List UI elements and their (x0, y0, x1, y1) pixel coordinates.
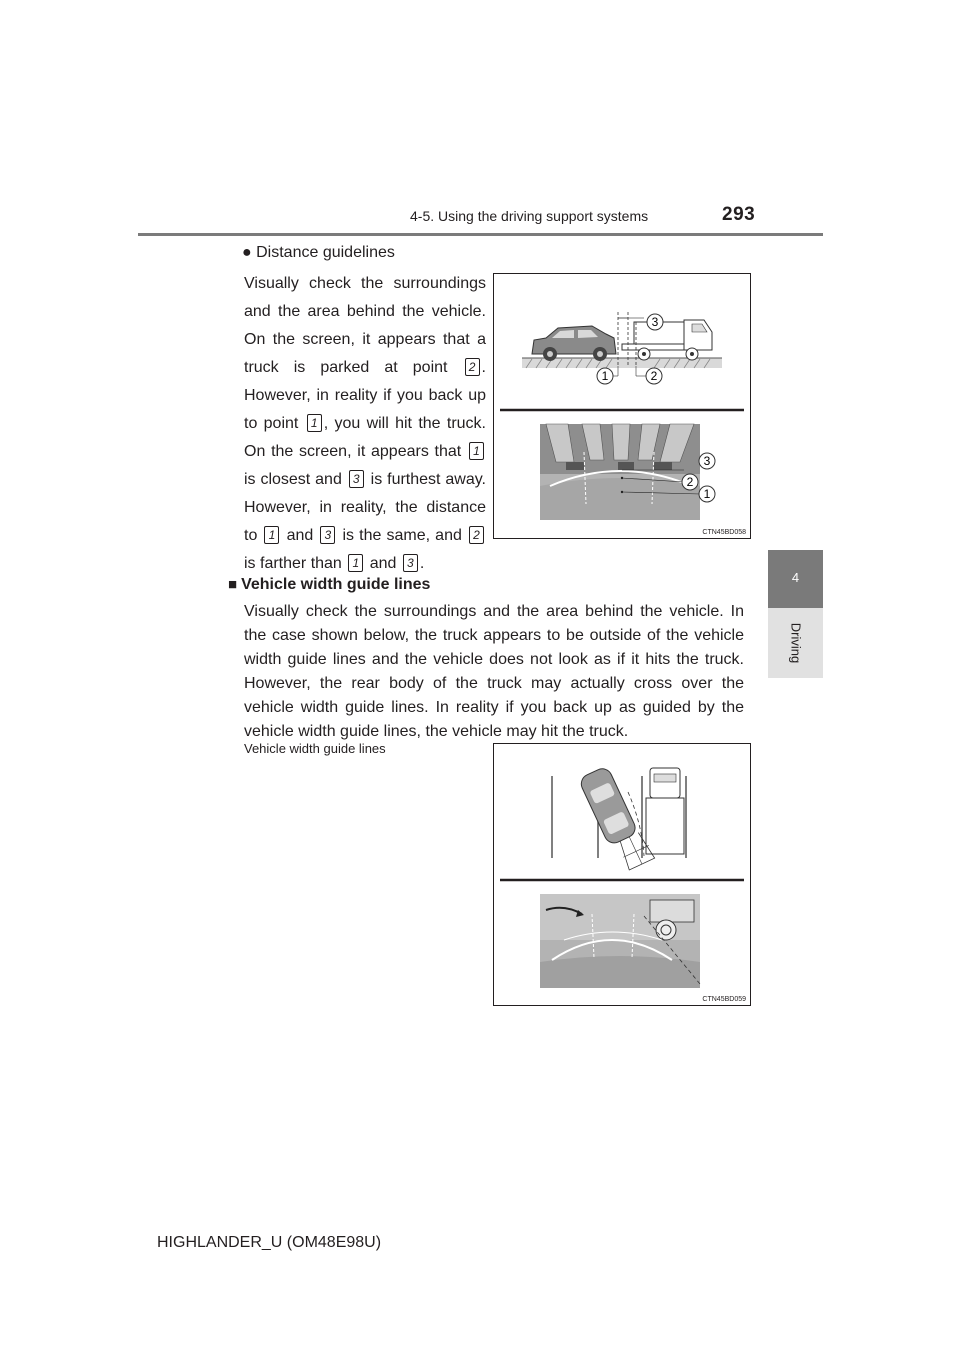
bullet-icon: ● (242, 244, 252, 261)
callout-number: 1 (264, 526, 279, 544)
page-number: 293 (722, 204, 756, 225)
callout-number: 3 (403, 554, 418, 572)
width-guidelines-figure (493, 743, 751, 1006)
square-bullet-icon: ■ (228, 576, 238, 593)
suv-side-view (532, 326, 616, 361)
figure-code: CTN45BD059 (702, 996, 746, 1003)
text-run: Visually check the surroundings and the area behind the vehicle. On the screen, it appears that a truck is parked at point (244, 275, 486, 376)
callout-3: 3 (651, 315, 659, 329)
width-section-title: Vehicle width guide lines (241, 576, 431, 593)
distance-illustration (494, 274, 750, 538)
chapter-number: 4 (791, 570, 800, 585)
section-title: 4-5. Using the driving support systems (410, 208, 649, 224)
distance-guidelines-figure (493, 273, 751, 539)
text-run: , you will hit the truck. On the screen, it appears that (244, 415, 486, 460)
text-run: and (286, 527, 314, 544)
text-run: . (419, 555, 425, 572)
text-run: is farther than (244, 555, 342, 572)
distance-heading (242, 244, 395, 262)
callout-number: 3 (320, 526, 335, 544)
callout-number: 1 (307, 414, 322, 432)
callout-number: 1 (469, 442, 484, 460)
callout-3: 3 (703, 454, 711, 468)
callout-1: 1 (703, 487, 711, 501)
width-section-heading (228, 576, 430, 594)
width-section-body: Visually check the surroundings and the area behind the vehicle. In the case shown below, the truck appears to be outside of the vehicle width guide lines and the vehicle does not look as if it hits the truck. However, the rear body of the truck may actually cross over the vehicle width guide lines. In reality if you back up as guided by the vehicle width guide lines, the vehicle may hit the truck. (244, 603, 744, 740)
callout-number: 2 (465, 358, 480, 376)
callout-1: 1 (601, 369, 609, 383)
text-run: . However, in reality if you back up to point (244, 359, 486, 432)
distance-paragraph (244, 270, 486, 578)
text-run: is closest and (244, 471, 342, 488)
footer-model: HIGHLANDER_U (OM48E98U) (157, 1234, 382, 1251)
camera-screen-view (540, 894, 700, 988)
truck-side-view (622, 320, 712, 360)
callout-number: 3 (349, 470, 364, 488)
truck-top-view (646, 768, 684, 854)
callout-2: 2 (686, 475, 694, 489)
figure-code: CTN45BD058 (702, 529, 746, 536)
suv-top-view (578, 764, 655, 873)
text-run: and (369, 555, 397, 572)
distance-title: Distance guidelines (256, 244, 395, 261)
width-illustration (494, 744, 750, 1005)
text-run: is the same, and (342, 527, 462, 544)
callout-number: 1 (348, 554, 363, 572)
callout-2: 2 (650, 369, 658, 383)
header-rule (138, 233, 823, 236)
chapter-label: Driving (788, 622, 804, 664)
callout-number: 2 (469, 526, 484, 544)
figure-caption: Vehicle width guide lines (244, 741, 386, 756)
text-run: is furthest away. However, in reality, the distance to (244, 471, 486, 544)
camera-screen-view (540, 424, 700, 520)
